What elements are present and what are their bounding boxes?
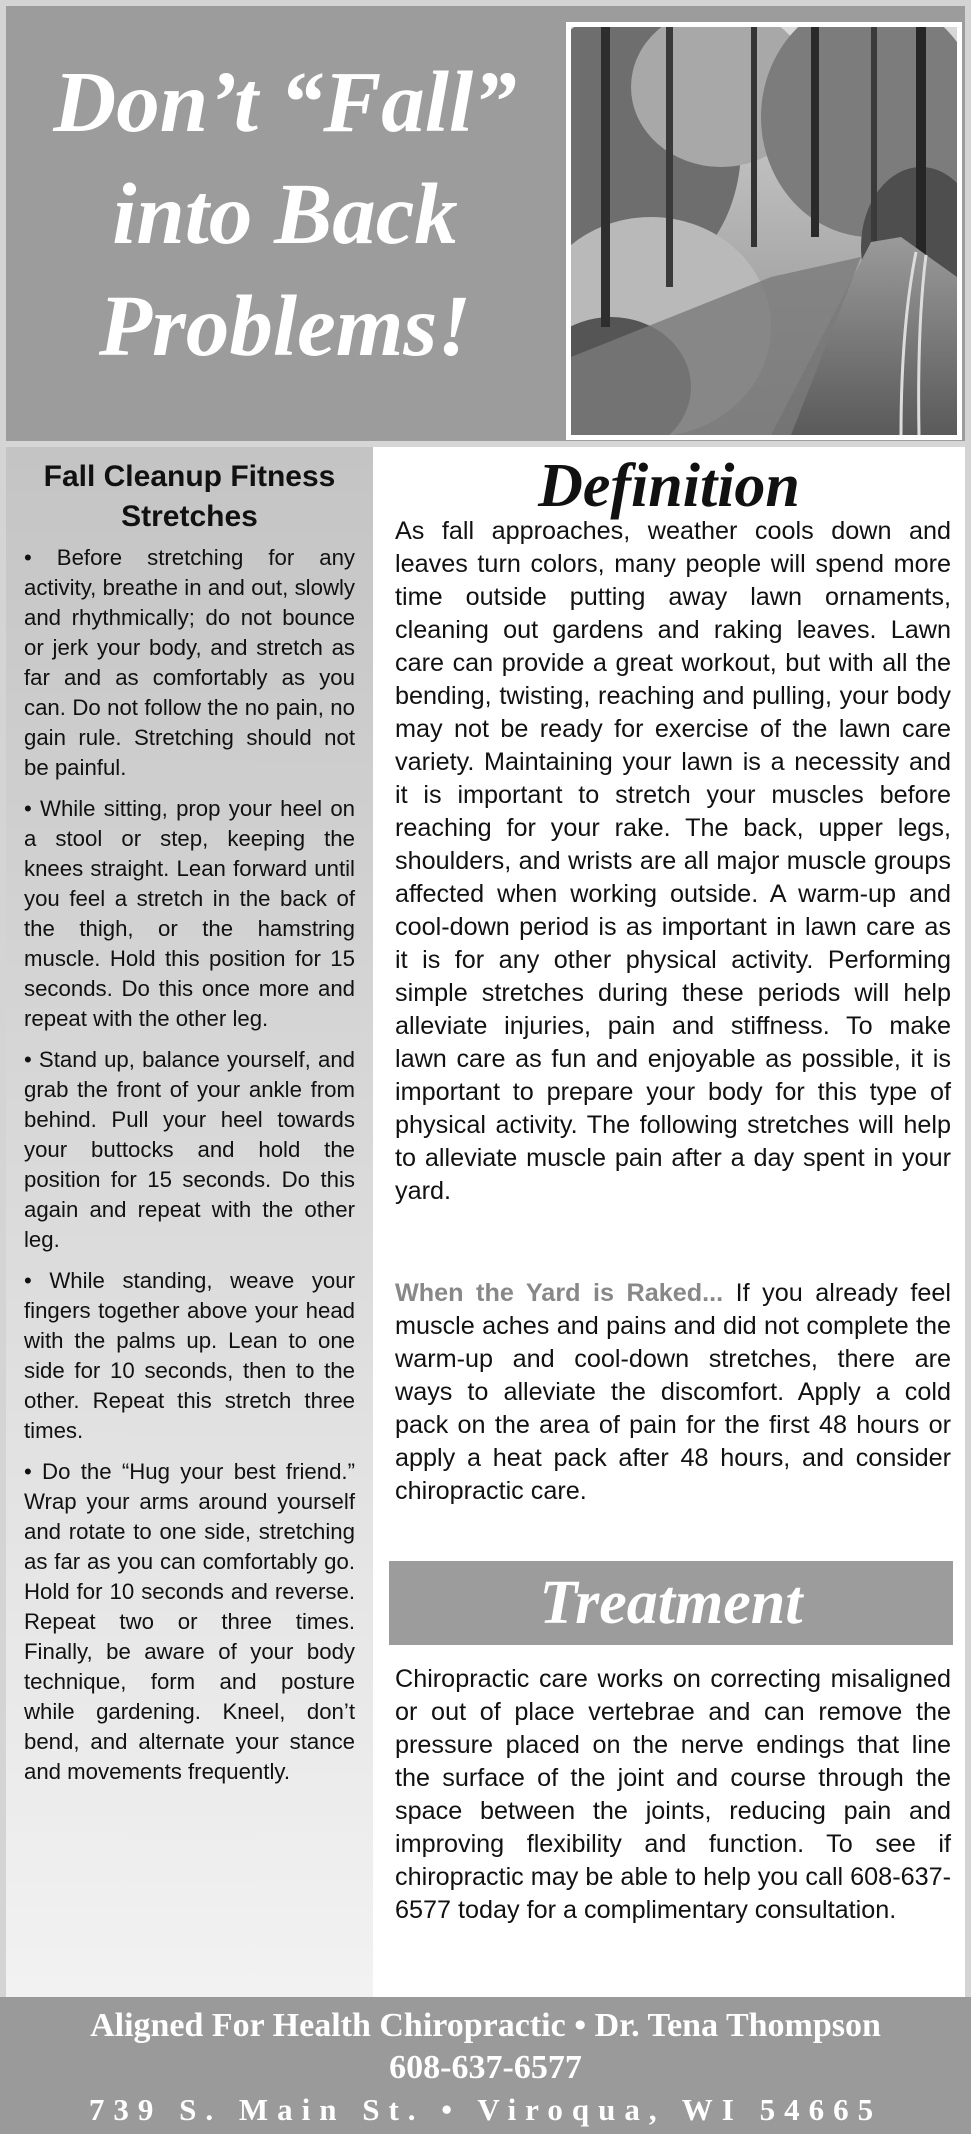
- stretch-tip: • While sitting, prop your heel on a stool or step, keeping the knees straight. Lean forward until you feel a stretch in the back of the thigh, or the hamstring muscle. Hold this position for 15 seconds. Do this once more and repeat with the other leg.: [24, 796, 355, 1031]
- raked-text: If you already feel muscle aches and pains and did not complete the warm-up and cool-down stretches, there are ways to alleviate the discomfort. Apply a cold pack on the area of pain for the first 48 hours or apply a heat pack after 48 hours, and consider chiropractic care.: [395, 1279, 951, 1505]
- treatment-banner: [389, 1561, 953, 1645]
- stretch-tip: • Do the “Hug your best friend.” Wrap your arms around yourself and rotate to one side, stretching as far as you can comfortably go. Hold for 10 seconds and reverse. Repeat two or three times. Finally, be aware of your body technique, form and posture while gardening. Kneel, don’t bend, and alternate your stance and movements frequently.: [24, 1459, 355, 1784]
- stretch-tip: • Before stretching for any activity, breathe in and out, slowly and rhythmically; do not bounce or jerk your body, and stretch as far and as comfortably as you can. Do not follow the no pain, no gain rule. Stretching should not be painful.: [24, 545, 355, 780]
- header-banner: [0, 0, 971, 447]
- autumn-road-photo: [566, 22, 962, 440]
- stretch-tip: • Stand up, balance yourself, and grab the front of your ankle from behind. Pull your heel towards your buttocks and hold the position for 15 seconds. Do this again and repeat with the other leg.: [24, 1047, 355, 1252]
- stretches-sidebar: [6, 447, 373, 1997]
- definition-paragraph: As fall approaches, weather cools down and leaves turn colors, many people will spend more time outside putting away lawn ornaments, cleaning out gardens and raking leaves. Lawn care can provide a great workout, but with all the bending, twisting, reaching and pulling, your body may not be ready for exercise of the lawn care variety. Maintaining your lawn is a necessity and it is important to stretch your muscles before reaching for your rake. The back, upper legs, shoulders, and wrists are all major muscle groups affected when working outside. A warm-up and cool-down period is as important in lawn care as it is for any other physical activity. Performing simple stretches during these periods will help alleviate injuries, pain and stiffness. To make lawn care as fun and enjoyable as possible, it is important to prepare your body for this type of physical activity. The following stretches will help to alleviate muscle pain after a day spent in your yard.: [395, 517, 951, 1205]
- footer-phone: 608-637-6577: [389, 2049, 582, 2086]
- main-column: [373, 447, 965, 1997]
- definition-title: Definition: [538, 452, 800, 520]
- sidebar-title: Fall Cleanup Fitness Stretches: [43, 460, 336, 533]
- stretch-tip: • While standing, weave your fingers together above your head with the palms up. Lean to one side for 10 seconds, then to the other. Repeat this stretch three times.: [24, 1268, 355, 1443]
- headline: [20, 46, 550, 382]
- headline-line-3: Problems!: [98, 277, 472, 374]
- raked-paragraph: [395, 1277, 951, 1508]
- treatment-title: Treatment: [539, 1569, 803, 1637]
- footer-address: 739 S. Main St. • Viroqua, WI 54665: [88, 2092, 883, 2127]
- raked-lead: When the Yard is Raked...: [395, 1279, 724, 1307]
- headline-line-2: into Back: [112, 165, 458, 262]
- footer-practice-name: Aligned For Health Chiropractic • Dr. Tena Thompson: [90, 2007, 881, 2044]
- treatment-paragraph: Chiropractic care works on correcting misaligned or out of place vertebrae and can remove the pressure placed on the nerve endings that line the surface of the joint and course through the space between the joints, reducing pain and improving flexibility and function. To see if chiropractic may be able to help you call 608-637-6577 today for a complimentary consultation.: [395, 1665, 951, 1924]
- footer: [0, 1997, 971, 2134]
- headline-line-1: Don’t “Fall”: [53, 53, 517, 150]
